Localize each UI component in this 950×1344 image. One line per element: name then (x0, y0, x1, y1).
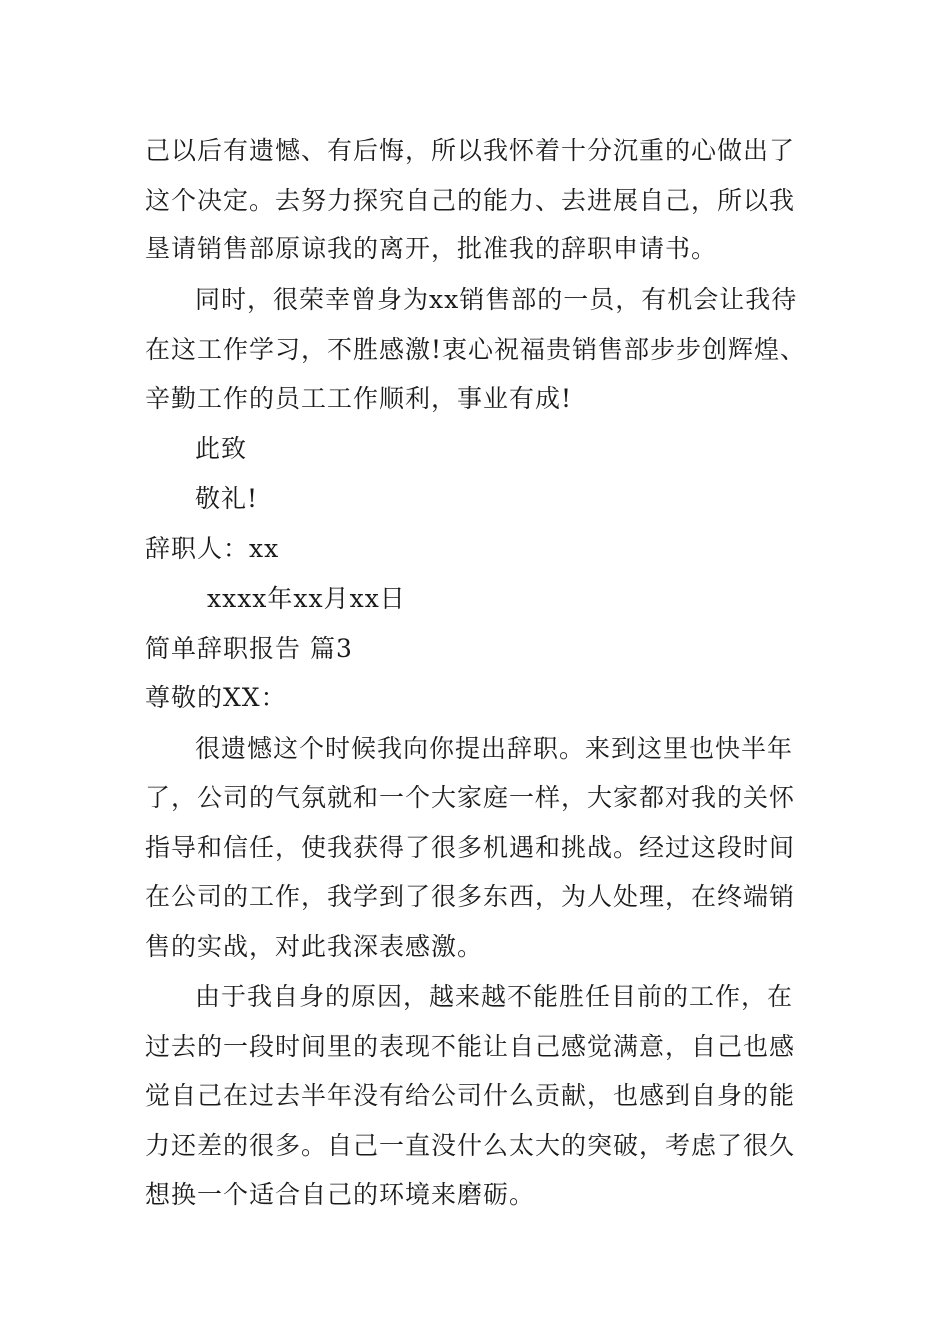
body-text-line: 辛勤工作的员工工作顺利，事业有成! (145, 384, 573, 413)
body-text-line: 售的实战，对此我深表感激。 (145, 932, 484, 961)
body-text-line: 在公司的工作，我学到了很多东西，为人处理，在终端销 (145, 882, 796, 911)
date-line: xxxx年xx月xx日 (207, 584, 406, 613)
body-text-line: 觉自己在过去半年没有给公司什么贡献，也感到自身的能 (145, 1081, 796, 1110)
paragraph-first-line: 同时，很荣幸曾身为xx销售部的一员，有机会让我待 (195, 285, 798, 314)
paragraph-first-line: 由于我自身的原因，越来越不能胜任目前的工作，在 (195, 982, 794, 1011)
signature-line: 辞职人：xx (145, 534, 280, 563)
closing-salutation: 此致 (195, 434, 248, 463)
body-text-line: 垦请销售部原谅我的离开，批准我的辞职申请书。 (145, 234, 718, 263)
section-heading: 简单辞职报告 篇3 (145, 634, 353, 663)
body-text-line: 己以后有遗憾、有后悔，所以我怀着十分沉重的心做出了 (145, 136, 796, 165)
letter-greeting: 尊敬的XX： (145, 683, 287, 712)
paragraph-first-line: 很遗憾这个时候我向你提出辞职。来到这里也快半年 (195, 734, 794, 763)
body-text-line: 了，公司的气氛就和一个大家庭一样，大家都对我的关怀 (145, 783, 796, 812)
body-text-line: 想换一个适合自己的环境来磨砺。 (145, 1180, 536, 1209)
body-text-line: 过去的一段时间里的表现不能让自己感觉满意，自己也感 (145, 1032, 796, 1061)
body-text-line: 在这工作学习，不胜感激!衷心祝福贵销售部步步创辉煌、 (145, 335, 807, 364)
body-text-line: 力还差的很多。自己一直没什么太大的突破，考虑了很久 (145, 1131, 796, 1160)
body-text-line: 指导和信任，使我获得了很多机遇和挑战。经过这段时间 (145, 833, 796, 862)
closing-regards: 敬礼! (195, 484, 259, 513)
body-text-line: 这个决定。去努力探究自己的能力、去进展自己，所以我 (145, 186, 796, 215)
